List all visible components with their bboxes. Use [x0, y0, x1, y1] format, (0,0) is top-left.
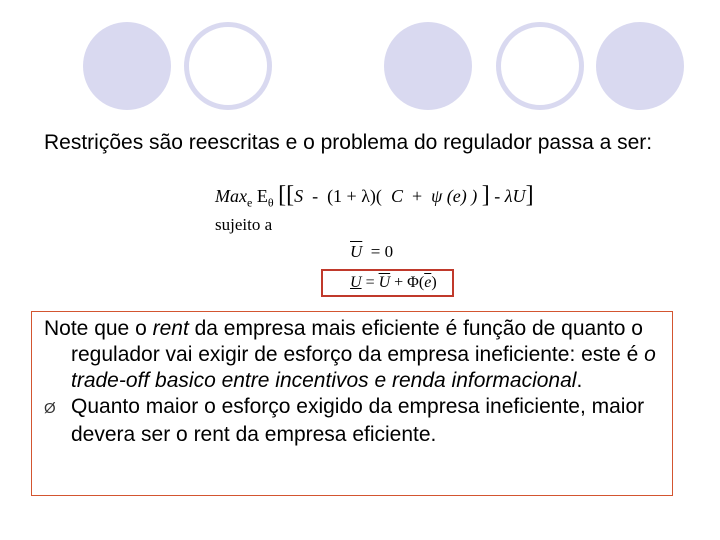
decorative-circle-4: [496, 22, 584, 110]
subject-to-label: sujeito a: [215, 215, 273, 234]
decorative-circle-1: [83, 22, 171, 110]
note-paragraph-2: Ø Quanto maior o esforço exigido da empresa ineficiente, maior devera ser o rent da empresa eficiente.: [44, 395, 645, 446]
note-paragraph-1: Note que o rent da empresa mais eficiente é função de quanto o regulador vai exigir de esforço da empresa ineficiente: este é o trade-off basico entre incentivos e renda informacional.: [44, 317, 656, 392]
intro-text: Restrições são reescritas e o problema do regulador passa a ser:: [44, 131, 653, 154]
decorative-circle-2: [184, 22, 272, 110]
note-text: [44, 316, 668, 448]
trade-off-phrase: o trade-off basico entre incentivos e renda informacional: [71, 343, 656, 392]
rent-term: rent: [152, 317, 189, 340]
decorative-circle-5: [596, 22, 684, 110]
decorative-circle-3: [384, 22, 472, 110]
arrow-bullet-icon: Ø: [44, 400, 56, 417]
constraint-2-boxed: $U = \overline{U} + \Phi(\overline{e})$: [321, 269, 454, 297]
constraint-1: $\overline{U} = 0$: [350, 242, 394, 261]
objective-formula: Max$_e$ $E_\theta$ [[S - (1 + λ)( C + ψ (e) ) ] - λU]: [215, 182, 534, 210]
